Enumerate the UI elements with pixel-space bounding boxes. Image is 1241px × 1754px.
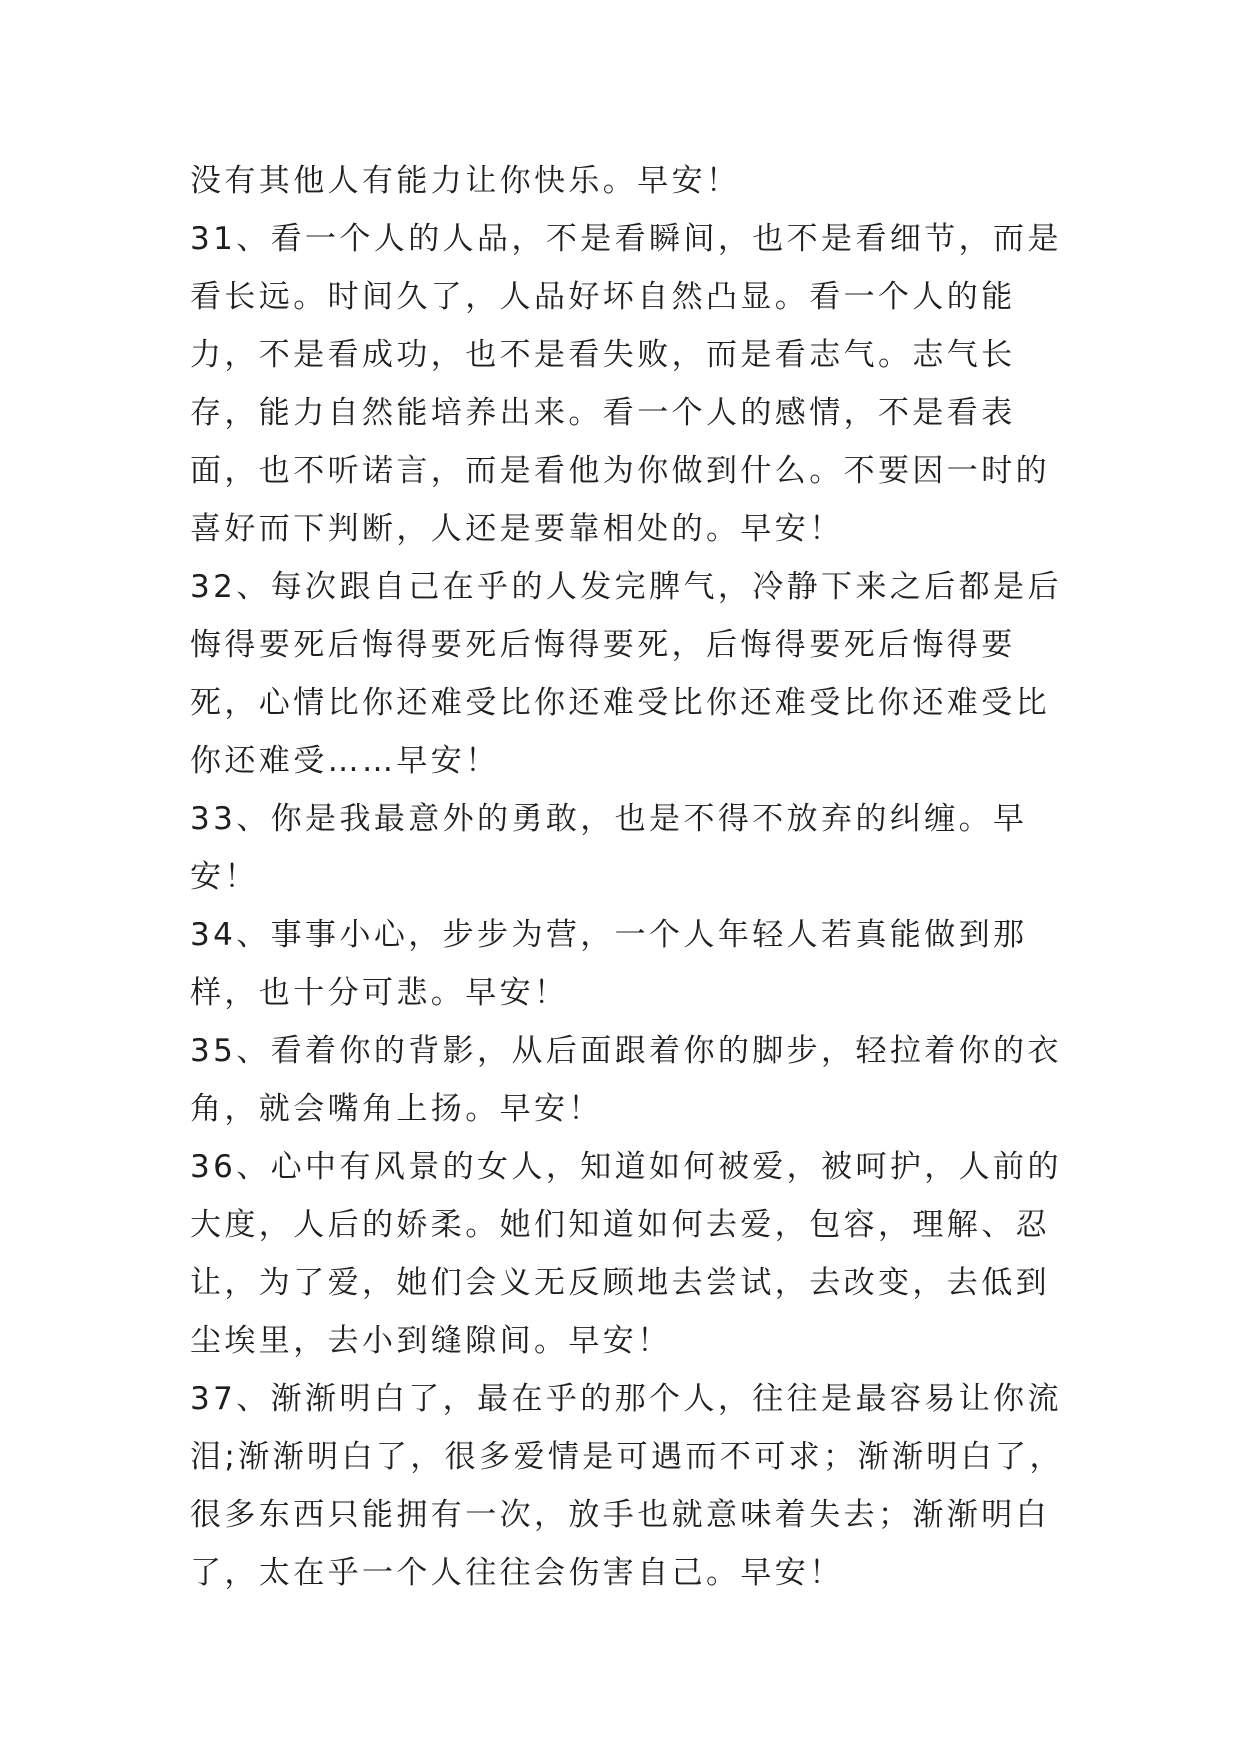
paragraph-31: 31、看一个人的人品，不是看瞬间，也不是看细节，而是看长远。时间久了，人品好坏自然凸显。看一个人的能力，不是看成功，也不是看失败，而是看志气。志气长存，能力自然能培养出来。看一个人的感情，不是看表面，也不听诺言，而是看他为你做到什么。不要因一时的喜好而下判断，人还是要靠相处的。早安！ <box>190 221 1062 547</box>
paragraph-36: 36、心中有风景的女人，知道如何被爱，被呵护，人前的大度，人后的娇柔。她们知道如何去爱，包容，理解、忍让，为了爱，她们会义无反顾地去尝试，去改变，去低到尘埃里，去小到缝隙间。早安！ <box>190 1149 1062 1359</box>
paragraph-37: 37、渐渐明白了，最在乎的那个人，往往是最容易让你流泪;渐渐明白了，很多爱情是可遇而不可求；渐渐明白了，很多东西只能拥有一次，放手也就意味着失去；渐渐明白了，太在乎一个人往往会伤害自己。早安！ <box>190 1381 1064 1591</box>
paragraph-32: 32、每次跟自己在乎的人发完脾气，冷静下来之后都是后悔得要死后悔得要死后悔得要死，后悔得要死后悔得要死，心情比你还难受比你还难受比你还难受比你还难受比你还难受……早安！ <box>190 569 1062 779</box>
paragraph-continuation: 没有其他人有能力让你快乐。早安！ <box>190 163 741 199</box>
paragraph-34: 34、事事小心，步步为营，一个人年轻人若真能做到那样，也十分可悲。早安！ <box>190 917 1028 1011</box>
paragraph-35: 35、看着你的背影，从后面跟着你的脚步，轻拉着你的衣角，就会嘴角上扬。早安！ <box>190 1033 1062 1127</box>
document-body <box>190 152 1070 1602</box>
paragraph-33: 33、你是我最意外的勇敢，也是不得不放弃的纠缠。早安！ <box>190 801 1028 895</box>
